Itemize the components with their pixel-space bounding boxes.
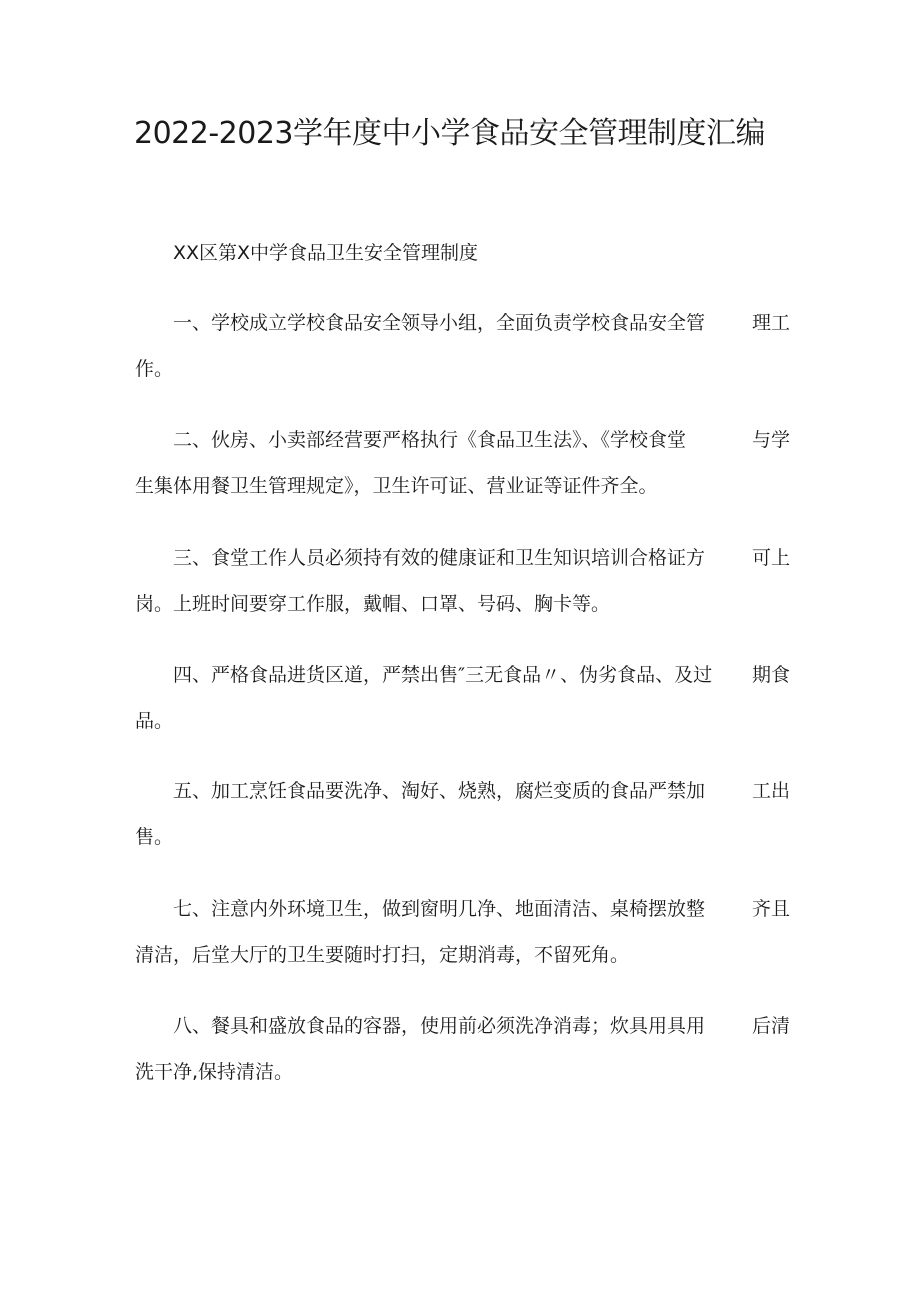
line-text-tail: 期食	[751, 664, 790, 686]
paragraph-6	[135, 894, 790, 970]
line-text-tail: 齐且	[751, 898, 790, 920]
paragraph-1	[135, 308, 790, 384]
paragraph-line-continued: 售。	[135, 826, 174, 848]
line-text: 四、严格食品进货区道，严禁出售″三无食品〃、伪劣食品、及过	[173, 664, 713, 686]
paragraph-line-continued: 清洁，后堂大厅的卫生要随时打扫，定期消毒，不留死角。	[135, 944, 630, 966]
paragraph-line	[135, 308, 790, 338]
line-text-tail: 可上	[751, 547, 790, 569]
paragraph-line-continued: 洗干净,保持清洁。	[135, 1061, 294, 1083]
line-text-tail: 与学	[751, 429, 790, 451]
paragraph-line	[135, 425, 790, 455]
paragraph-line-continued: 生集体用餐卫生管理规定》，卫生许可证、营业证等证件齐全。	[135, 475, 658, 497]
line-text: 五、加工烹饪食品要洗净、淘好、烧熟，腐烂变质的食品严禁加	[173, 780, 706, 802]
paragraph-5	[135, 776, 790, 852]
paragraph-line	[135, 543, 790, 573]
line-text-tail: 后清	[751, 1015, 790, 1037]
paragraph-line	[135, 894, 790, 924]
section-subtitle: XX区第X中学食品卫生安全管理制度	[173, 242, 479, 264]
paragraph-line	[135, 776, 790, 806]
line-text: 二、伙房、小卖部经营要严格执行《食品卫生法》、《学校食堂	[173, 429, 687, 451]
paragraph-line	[135, 660, 790, 690]
document-title: 2022-2023学年度中小学食品安全管理制度汇编	[134, 116, 766, 151]
paragraph-7	[135, 1011, 790, 1087]
line-text: 七、注意内外环境卫生，做到窗明几净、地面清洁、桌椅摆放整	[173, 898, 706, 920]
paragraph-line-continued: 岗。上班时间要穿工作服，戴帽、口罩、号码、胸卡等。	[135, 593, 611, 615]
line-text-tail: 工出	[751, 780, 790, 802]
line-text-tail: 理工	[751, 312, 790, 334]
paragraph-line-continued: 品。	[135, 710, 174, 732]
paragraph-line-continued: 作。	[135, 358, 174, 380]
paragraph-2	[135, 425, 790, 501]
paragraph-4	[135, 660, 790, 736]
paragraph-line	[135, 1011, 790, 1041]
line-text: 八、餐具和盛放食品的容器，使用前必须洗净消毒；炊具用具用	[173, 1015, 706, 1037]
line-text: 三、食堂工作人员必须持有效的健康证和卫生知识培训合格证方	[173, 547, 706, 569]
paragraph-3	[135, 543, 790, 619]
line-text: 一、学校成立学校食品安全领导小组，全面负责学校食品安全管	[173, 312, 706, 334]
